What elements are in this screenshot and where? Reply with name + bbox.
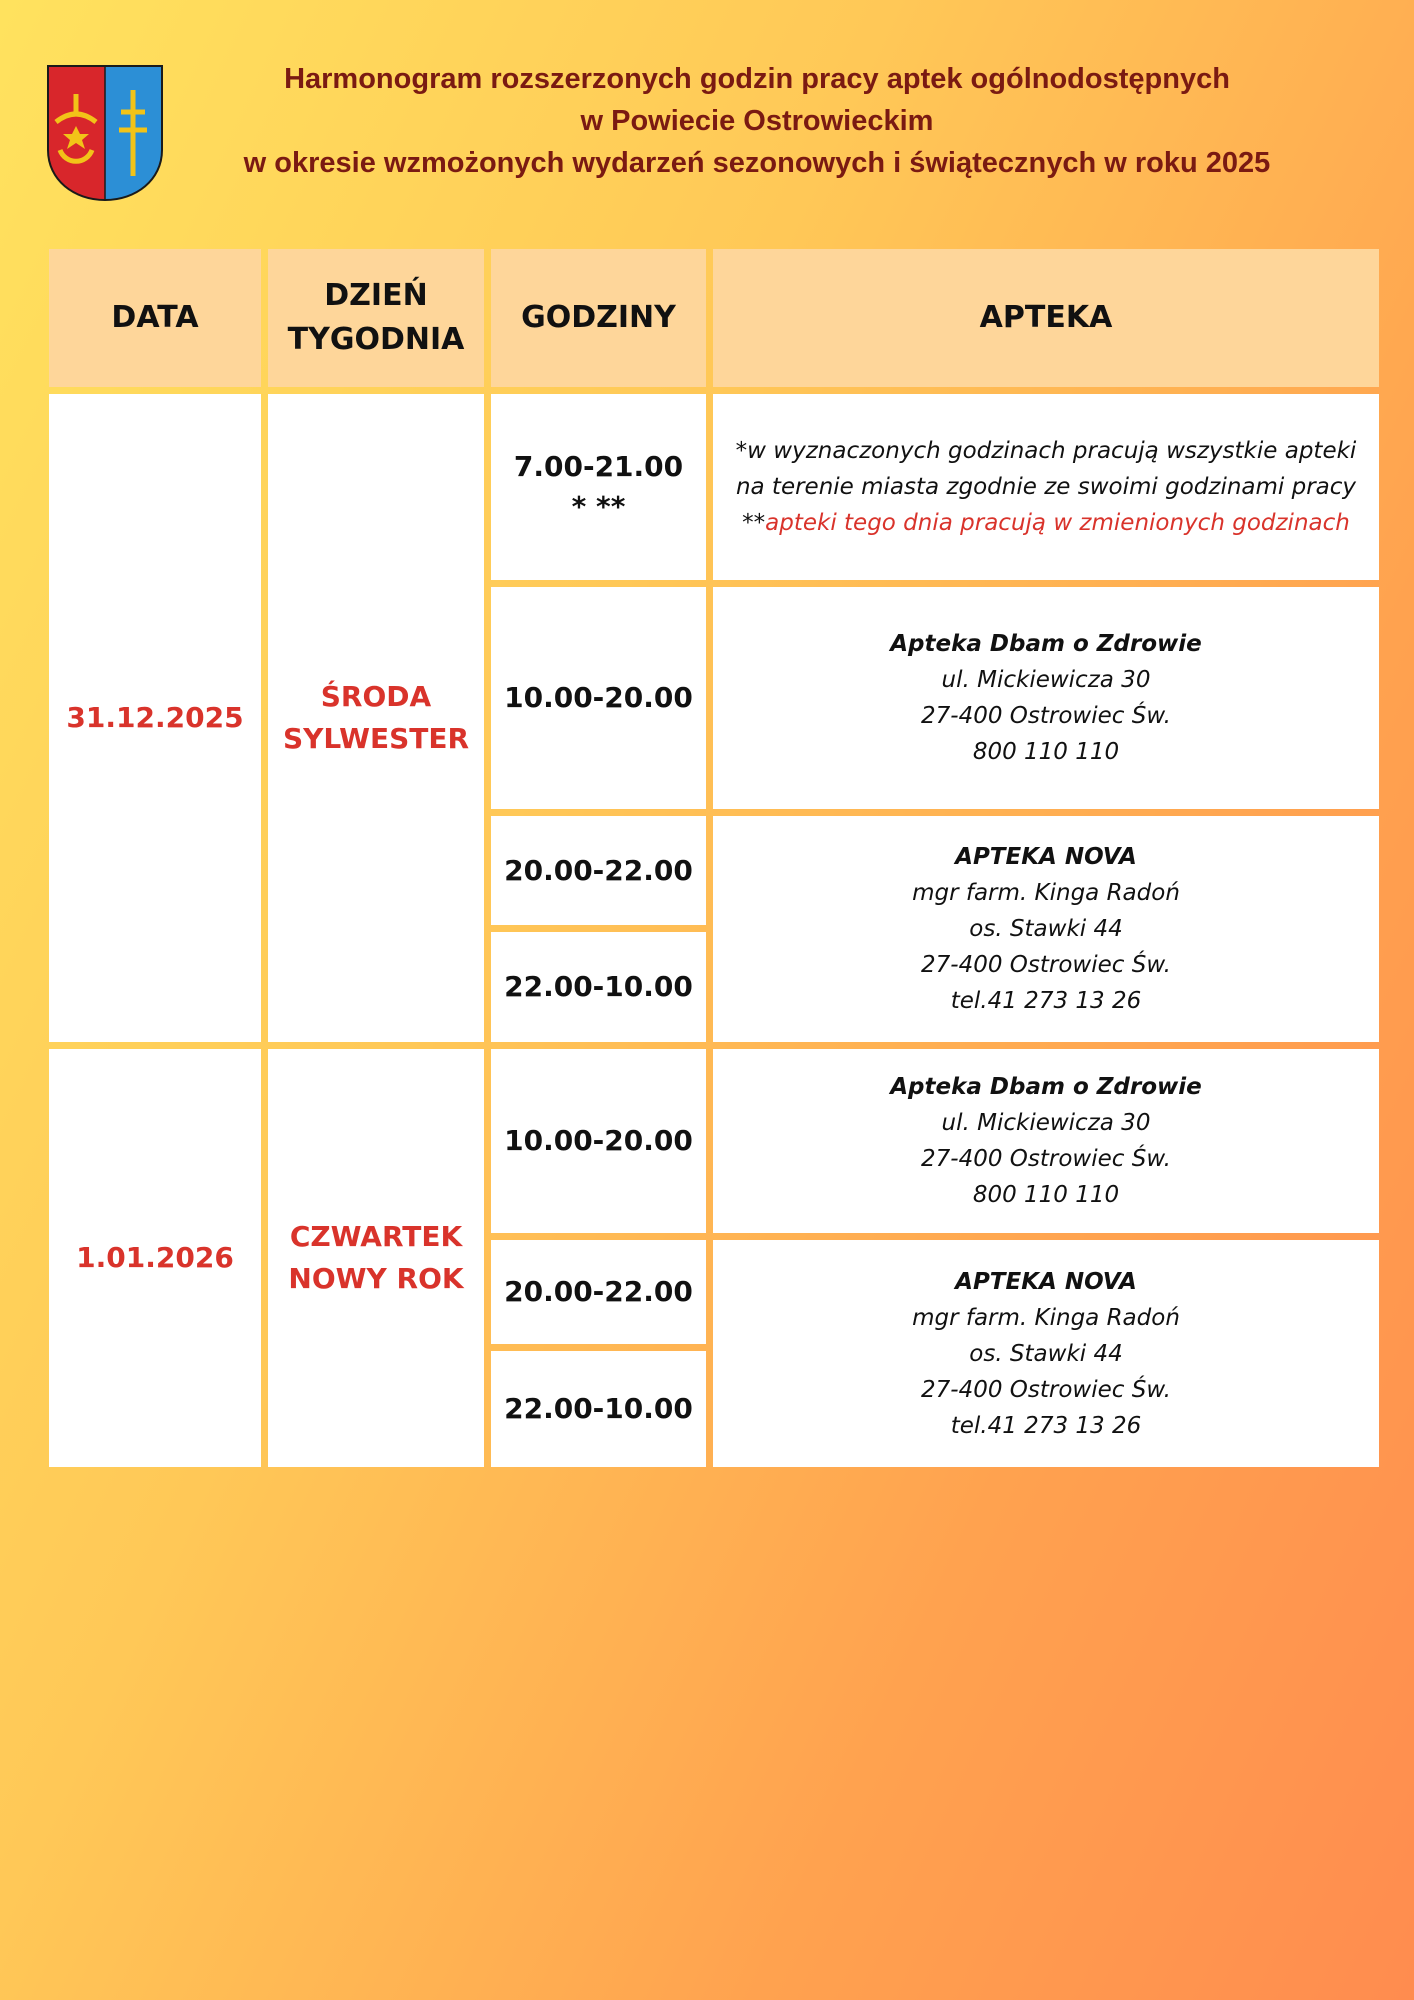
pharmacy-city: 27-400 Ostrowiec Św. [921, 703, 1171, 729]
pharmacy-cell [713, 1049, 1379, 1233]
title-line-3: w okresie wzmożonych wydarzeń sezonowych i świątecznych w roku 2025 [243, 147, 1271, 179]
pharmacy-cell [713, 1240, 1379, 1467]
holiday-name: NOWY ROK [288, 1262, 464, 1295]
coat-of-arms-icon [46, 64, 164, 202]
hours-cell: 20.00-22.00 [491, 816, 706, 925]
pharmacy-city: 27-400 Ostrowiec Św. [921, 1146, 1171, 1172]
pharmacy-phone: tel.41 273 13 26 [950, 988, 1142, 1014]
column-header-weekday-line2: TYGODNIA [287, 322, 465, 357]
schedule-table [42, 242, 1386, 1474]
page-title [200, 58, 1314, 184]
column-header-date: DATA [49, 249, 261, 387]
column-header-hours: GODZINY [491, 249, 706, 387]
title-line-2: w Powiecie Ostrowieckim [580, 105, 934, 137]
hours-cell: 22.00-10.00 [491, 932, 706, 1042]
weekday-cell [268, 1049, 484, 1467]
holiday-name: SYLWESTER [282, 722, 470, 755]
hours-cell: 22.00-10.00 [491, 1351, 706, 1467]
pharmacy-name: APTEKA NOVA [955, 844, 1137, 870]
weekday-name: CZWARTEK [289, 1220, 463, 1253]
pharmacy-name: Apteka Dbam o Zdrowie [890, 631, 1202, 657]
pharmacy-city: 27-400 Ostrowiec Św. [921, 952, 1171, 978]
note-red-text: apteki tego dnia pracują w zmienionych godzinach [765, 510, 1350, 536]
note-line-1: *w wyznaczonych godzinach pracują wszystkie apteki [735, 438, 1357, 464]
hours-cell: 10.00-20.00 [491, 587, 706, 809]
note-prefix: ** [742, 510, 766, 536]
pharmacy-phone: 800 110 110 [972, 739, 1120, 765]
date-cell: 31.12.2025 [49, 394, 261, 1042]
hours-range: 7.00-21.00 [513, 450, 684, 483]
pharmacy-street: ul. Mickiewicza 30 [941, 1110, 1151, 1136]
hours-cell: 20.00-22.00 [491, 1240, 706, 1344]
pharmacy-phone: tel.41 273 13 26 [950, 1412, 1142, 1439]
header-row [49, 249, 1379, 387]
hours-cell: 10.00-20.00 [491, 1049, 706, 1233]
hours-cell [491, 394, 706, 580]
pharmacy-street: ul. Mickiewicza 30 [941, 667, 1151, 693]
column-header-weekday [268, 249, 484, 387]
date-cell: 1.01.2026 [49, 1049, 261, 1467]
pharmacy-city: 27-400 Ostrowiec Św. [921, 1376, 1171, 1403]
note-line-2: na terenie miasta zgodnie ze swoimi godzinami pracy [735, 474, 1357, 500]
pharmacy-name: Apteka Dbam o Zdrowie [890, 1074, 1202, 1100]
pharmacy-name: APTEKA NOVA [955, 1268, 1137, 1295]
note-line-3 [713, 505, 1379, 541]
title-line-1: Harmonogram rozszerzonych godzin pracy aptek ogólnodostępnych [284, 63, 1230, 95]
column-header-weekday-line1: DZIEŃ [324, 278, 428, 313]
pharmacy-cell [713, 587, 1379, 809]
table-row [49, 394, 1379, 580]
footnote-marks: * ** [571, 490, 626, 523]
pharmacy-owner: mgr farm. Kinga Radoń [912, 1304, 1180, 1331]
pharmacy-phone: 800 110 110 [972, 1182, 1120, 1208]
pharmacy-owner: mgr farm. Kinga Radoń [912, 880, 1180, 906]
pharmacy-street: os. Stawki 44 [969, 916, 1123, 942]
column-header-pharmacy: APTEKA [713, 249, 1379, 387]
pharmacy-cell [713, 816, 1379, 1042]
weekday-name: ŚRODA [320, 680, 432, 713]
weekday-cell [268, 394, 484, 1042]
table-row [49, 1049, 1379, 1233]
note-cell [713, 394, 1379, 580]
pharmacy-street: os. Stawki 44 [969, 1340, 1123, 1367]
